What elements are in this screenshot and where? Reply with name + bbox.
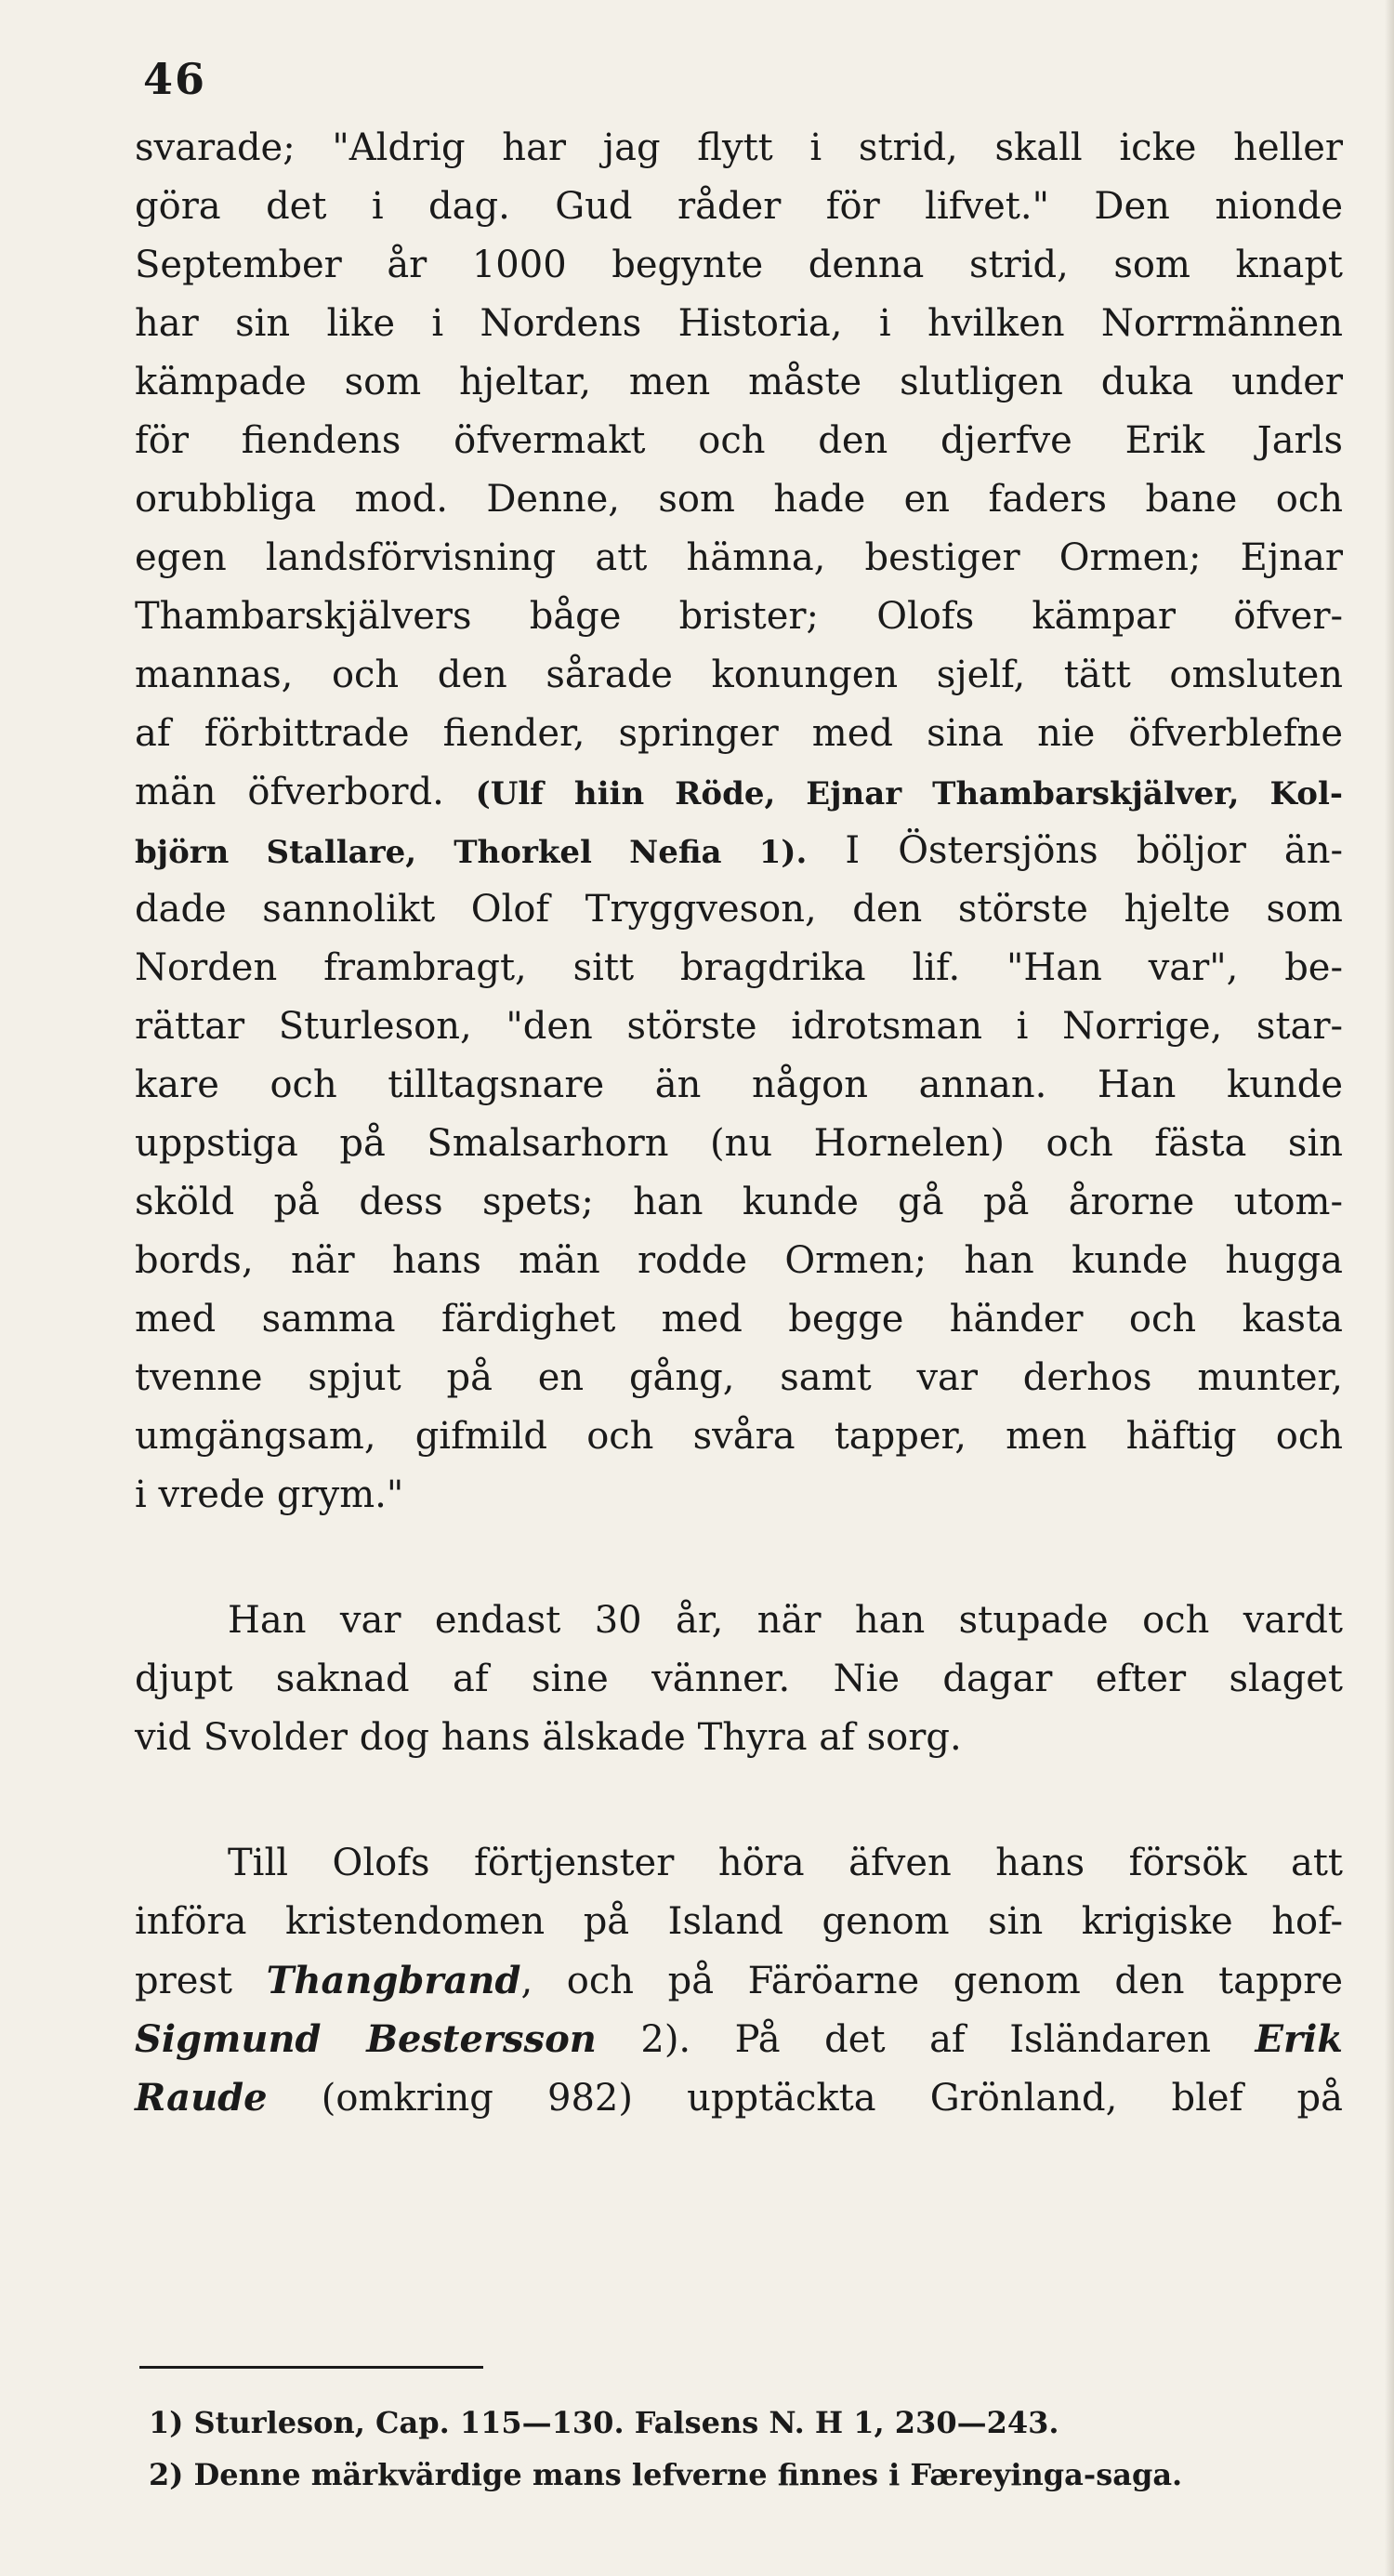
text-line: i vrede grym." [135, 1473, 404, 1516]
text-line [135, 822, 1343, 880]
text-line: mannas, och den sårade konungen sjelf, tätt omsluten [135, 654, 1343, 696]
page-edge-shadow [1385, 0, 1394, 2576]
text-line: har sin like i Nordens Historia, i hvilken Norrmännen [135, 302, 1343, 345]
text-line: orubbliga mod. Denne, som hade en faders bane och [135, 478, 1343, 521]
name-erik: Erik [1255, 2017, 1344, 2061]
text-line: kämpade som hjeltar, men måste slutligen duka under [135, 361, 1343, 403]
text-line: Till Olofs förtjenster höra äfven hans försök att [228, 1842, 1343, 1884]
text-line: Han var endast 30 år, när han stupade och vardt [228, 1599, 1343, 1642]
text-line: svarade; "Aldrig har jag flytt i strid, skall icke heller [135, 126, 1343, 169]
text-segment: (omkring 982) upptäckta Grönland, blef på [267, 2077, 1343, 2120]
text-line: egen landsförvisning att hämna, bestiger Ormen; Ejnar [135, 536, 1343, 579]
text-line: September år 1000 begynte denna strid, som knapt [135, 244, 1343, 286]
text-line: af förbittrade fiender, springer med sina nie öfverblefne [135, 712, 1343, 755]
name-raude: Raude [135, 2076, 268, 2120]
text-line: kare och tilltagsnare än någon annan. Han kunde [135, 1063, 1343, 1106]
text-segment: prest [135, 1960, 267, 2002]
text-line: dade sannolikt Olof Tryggveson, den störste hjelte som [135, 888, 1343, 931]
text-line: djupt saknad af sine vänner. Nie dagar efter slaget [135, 1658, 1343, 1700]
text-segment: I Östersjöns böljor än- [845, 829, 1343, 872]
text-segment: 2). På det af Isländaren [596, 2018, 1256, 2061]
text-line: göra det i dag. Gud råder för lifvet." Den nionde [135, 185, 1343, 228]
text-line: bords, när hans män rodde Ormen; han kunde hugga [135, 1239, 1343, 1282]
page-number: 46 [143, 54, 207, 104]
text-line [135, 763, 1343, 822]
text-line: Norden frambragt, sitt bragdrika lif. "Han var", be- [135, 946, 1343, 989]
text-line: införa kristendomen på Island genom sin krigiske hof- [135, 1900, 1343, 1943]
text-segment: , och på Färöarne genom den tappre [520, 1960, 1343, 2002]
footnote-rule [139, 2366, 483, 2369]
text-line: med samma färdighet med begge händer och kasta [135, 1298, 1343, 1341]
text-line: umgängsam, gifmild och svåra tapper, men häftig och [135, 1415, 1343, 1458]
footnotes [149, 2397, 1310, 2501]
text-segment: män öfverbord. [135, 771, 444, 813]
text-line: tvenne spjut på en gång, samt var derhos munter, [135, 1356, 1343, 1399]
body-text [135, 119, 1343, 2127]
text-line [135, 2068, 1343, 2127]
text-line: sköld på dess spets; han kunde gå på årorne utom- [135, 1181, 1343, 1223]
footnote-2: 2) Denne märkvärdige mans lefverne finnes i Færeyinga-saga. [149, 2457, 1183, 2492]
paragraph-gap [135, 1767, 1343, 1834]
name-sigmund: Sigmund Bestersson [135, 2017, 597, 2061]
text-line: uppstiga på Smalsarhorn (nu Hornelen) och fästa sin [135, 1122, 1343, 1165]
footnote-1: 1) Sturleson, Cap. 115—130. Falsens N. H 1, 230—243. [149, 2405, 1059, 2440]
text-segment-small: björn Stallare, Thorkel Nefia 1). [135, 834, 808, 871]
text-line: Thambarskjälvers båge brister; Olofs kämpar öfver- [135, 595, 1343, 638]
text-segment-small: (Ulf hiin Röde, Ejnar Thambarskjälver, Kol- [475, 775, 1343, 812]
text-line: för fiendens öfvermakt och den djerfve Erik Jarls [135, 419, 1343, 462]
paragraph-gap [135, 1525, 1343, 1592]
text-line: vid Svolder dog hans älskade Thyra af sorg. [135, 1716, 962, 1759]
name-thangbrand: Thangbrand [266, 1959, 521, 2002]
text-line [135, 2010, 1343, 2068]
text-line: rättar Sturleson, "den störste idrotsman i Norrige, star- [135, 1005, 1343, 1048]
text-line [135, 1951, 1343, 2010]
